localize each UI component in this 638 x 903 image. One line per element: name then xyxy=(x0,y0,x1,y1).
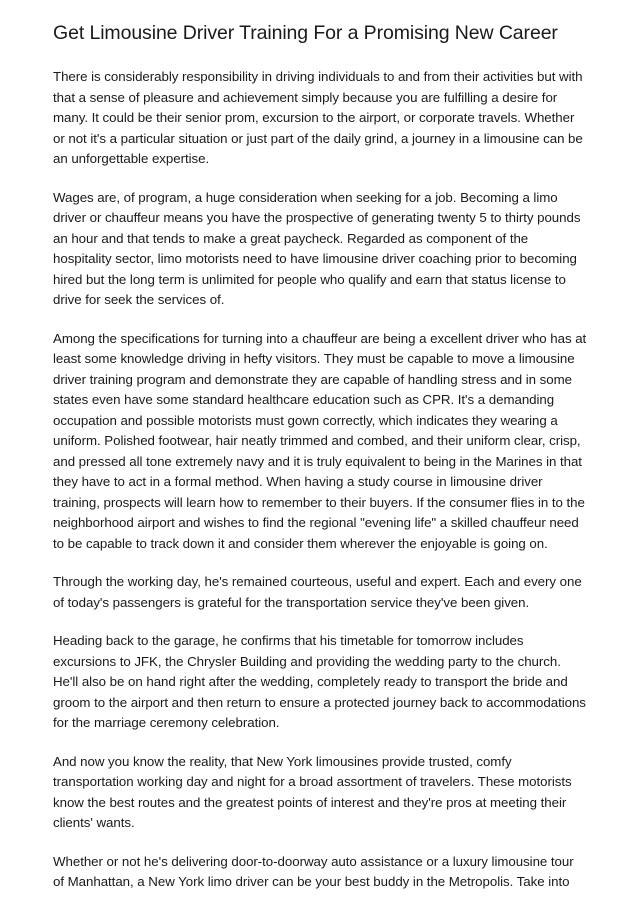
paragraph-manhattan: Whether or not he's delivering door-to-doorway auto assistance or a luxury limousine tour of Manhattan, a New York limo driver can be your best buddy in the Metropolis. Take into xyxy=(53,853,574,889)
paragraph-wages: Wages are, of program, a huge consideration when seeking for a job. Becoming a limo driver or chauffeur means you have the prospective of generating twenty 5 to thirty pounds an hour and that tends to make a great paycheck. Regarded as component of the hospitality sector, limo motorists need to have limousine driver coaching prior to becoming hired but the long term is unlimited for people who qualify and earn that status license to drive for seek the services of. xyxy=(53,189,581,307)
paragraph-reality: And now you know the reality, that New York limousines provide trusted, comfy transportation working day and night for a broad assortment of travelers. These motorists know the best routes and the greatest points of interest and they're pros at meeting their clients' wants. xyxy=(53,753,572,830)
paragraph-responsibility: There is considerably responsibility in driving individuals to and from their activities but with that a sense of pleasure and achievement simply because you are fulfilling a desire for many. It could be their senior prom, excursion to the airport, or corporate travels. Whether or not it's a particular situation or just part of the daily grind, a journey in a limousine can be an unforgettable expertise. xyxy=(53,69,583,166)
paragraph-working-day: Through the working day, he's remained courteous, useful and expert. Each and every one of today's passengers is grateful for the transportation service they've been given. xyxy=(53,574,582,610)
paragraph-garage: Heading back to the garage, he confirms that his timetable for tomorrow includes excursions to JFK, the Chrysler Building and providing the wedding party to the church. He'll also be on hand right after the wedding, completely ready to transport the bride and groom to the airport and then return to ensure a protected journey back to accommodations for the marriage ceremony celebration. xyxy=(53,633,586,730)
paragraph-specifications: Among the specifications for turning into a chauffeur are being a excellent driver who has at least some knowledge driving in hefty visitors. They must be capable to move a limousine driver training program and demonstrate they are capable of handling stress and in some states even have some standard healthcare education such as CPR. It's a demanding occupation and possible motorists must gown correctly, which indicates they wearing a uniform. Polished footwear, hair neatly trimmed and combed, and their uniform clear, crisp, and pressed all tone extremely navy and it is truly equivalent to being in the Marines in that they have to act in a formal method. When having a study course in limousine driver training, prospects will learn how to remember to their buyers. If the consumer flies in to the neighborhood airport and wishes to find the regional "evening life" a skilled chauffeur need to be capable to track down it and consider them wherever the enjoyable is going on. xyxy=(53,330,587,551)
page-title: Get Limousine Driver Training For a Promising New Career xyxy=(53,22,558,44)
